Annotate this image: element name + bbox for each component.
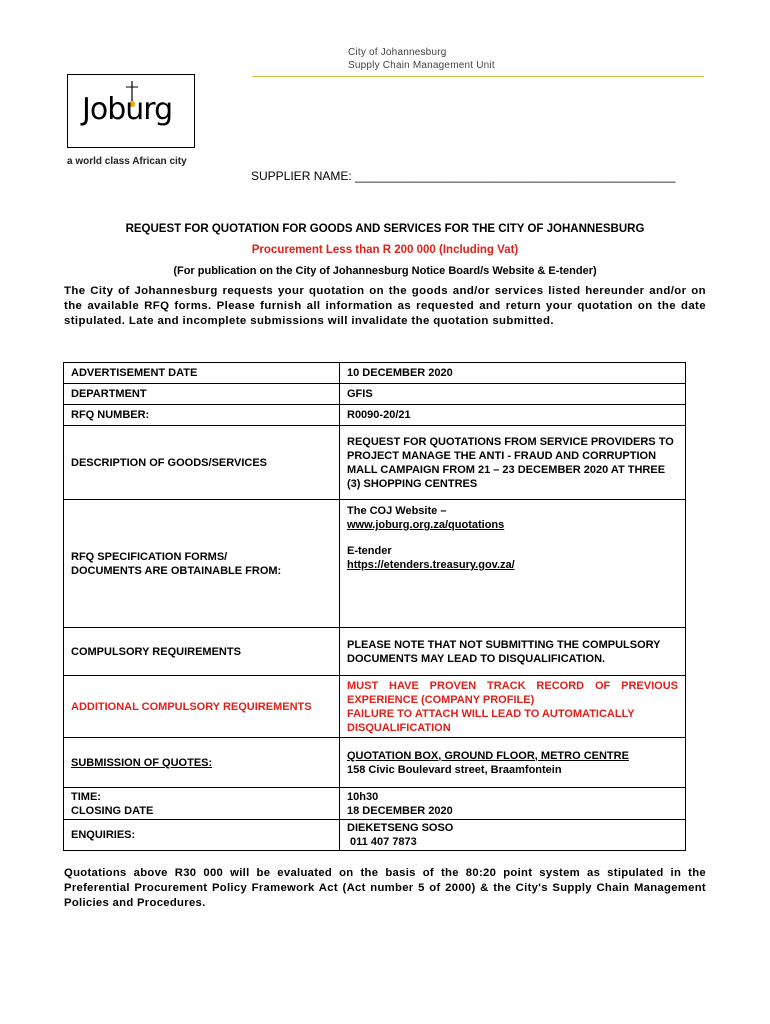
- table-row: [64, 363, 686, 384]
- supplier-name-field: SUPPLIER NAME: ________________________________________________: [251, 169, 676, 183]
- advertisement-date-value: 10 DECEMBER 2020: [340, 363, 686, 384]
- additional-value-line2: FAILURE TO ATTACH WILL LEAD TO AUTOMATICALLY DISQUALIFICATION: [347, 707, 635, 734]
- procurement-threshold: Procurement Less than R 200 000 (Including Vat): [251, 244, 519, 256]
- table-row: [64, 788, 686, 820]
- org-name: City of Johannesburg: [348, 47, 447, 58]
- description-label: DESCRIPTION OF GOODS/SERVICES: [64, 426, 340, 500]
- table-row: [64, 820, 686, 851]
- intro-paragraph: The City of Johannesburg requests your quotation on the goods and/or services listed hereunder and/or on the available RFQ forms. Please furnish all information as requested and return your quotation on the date stipulated. Late and incomplete submissions will invalidate the quotation submitted.: [64, 285, 706, 327]
- rfq-details-table: [63, 362, 686, 851]
- etender-label: E-tender: [347, 545, 392, 557]
- table-row: [64, 384, 686, 405]
- logo-wordmark: Joburg: [82, 92, 173, 127]
- logo-tagline: a world class African city: [67, 156, 187, 167]
- specification-label-line2: DOCUMENTS ARE OBTAINABLE FROM:: [71, 564, 282, 577]
- enquiries-label: ENQUIRIES:: [64, 820, 340, 851]
- evaluation-note: Quotations above R30 000 will be evaluated on the basis of the 80:20 point system as stipulated in the Preferential Procurement Policy Framework Act (Act number 5 of 2000) & the City's Supply Chain Management Policies and Procedures.: [64, 867, 706, 909]
- department-value: GFIS: [340, 384, 686, 405]
- etender-link[interactable]: https://etenders.treasury.gov.za/: [347, 559, 515, 571]
- table-row: [64, 500, 686, 628]
- compulsory-value: PLEASE NOTE THAT NOT SUBMITTING THE COMPULSORY DOCUMENTS MAY LEAD TO DISQUALIFICATION.: [340, 628, 686, 676]
- rfq-number-value: R0090-20/21: [340, 405, 686, 426]
- time-value: [340, 788, 686, 820]
- document-title: REQUEST FOR QUOTATION FOR GOODS AND SERVICES FOR THE CITY OF JOHANNESBURG: [125, 223, 645, 235]
- submission-label: SUBMISSION OF QUOTES:: [64, 738, 340, 788]
- unit-name: Supply Chain Management Unit: [348, 60, 495, 71]
- additional-label: ADDITIONAL COMPULSORY REQUIREMENTS: [64, 676, 340, 738]
- department-label: DEPARTMENT: [64, 384, 340, 405]
- header-divider: [252, 76, 704, 77]
- table-row: [64, 405, 686, 426]
- table-row: [64, 426, 686, 500]
- advertisement-date-label: ADVERTISEMENT DATE: [64, 363, 340, 384]
- website-link[interactable]: www.joburg.org.za/quotations: [347, 519, 505, 531]
- time-value-closing: 18 DECEMBER 2020: [347, 804, 453, 817]
- header-org-block: [348, 46, 495, 72]
- publication-note: (For publication on the City of Johannesburg Notice Board/s Website & E-tender): [173, 265, 597, 277]
- time-value-time: 10h30: [347, 790, 379, 803]
- enquiries-value: [340, 820, 686, 851]
- additional-value-line1: MUST HAVE PROVEN TRACK RECORD OF PREVIOUS EXPERIENCE (COMPANY PROFILE): [347, 679, 678, 706]
- table-row: [64, 738, 686, 788]
- table-row: [64, 676, 686, 738]
- time-label: [64, 788, 340, 820]
- table-row: [64, 628, 686, 676]
- specification-value: [340, 500, 686, 628]
- additional-value: [340, 676, 686, 738]
- submission-address: 158 Civic Boulevard street, Braamfontein: [347, 763, 562, 776]
- enquiries-name: DIEKETSENG SOSO: [347, 822, 454, 834]
- joburg-logo: [67, 74, 195, 148]
- specification-label: [64, 500, 340, 628]
- rfq-number-label: RFQ NUMBER:: [64, 405, 340, 426]
- description-value: REQUEST FOR QUOTATIONS FROM SERVICE PROVIDERS TO PROJECT MANAGE THE ANTI - FRAUD AND CORRUPTION MALL CAMPAIGN FROM 21 – 23 DECEMBER 2020 AT THREE (3) SHOPPING CENTRES: [340, 426, 686, 500]
- website-label: The COJ Website –: [347, 505, 447, 517]
- submission-location: QUOTATION BOX, GROUND FLOOR, METRO CENTRE: [347, 749, 629, 762]
- specification-label-line1: RFQ SPECIFICATION FORMS/: [71, 550, 228, 563]
- compulsory-label: COMPULSORY REQUIREMENTS: [64, 628, 340, 676]
- time-label-closing: CLOSING DATE: [71, 804, 154, 817]
- submission-value: [340, 738, 686, 788]
- enquiries-phone: 011 407 7873: [347, 836, 417, 848]
- time-label-time: TIME:: [71, 790, 101, 803]
